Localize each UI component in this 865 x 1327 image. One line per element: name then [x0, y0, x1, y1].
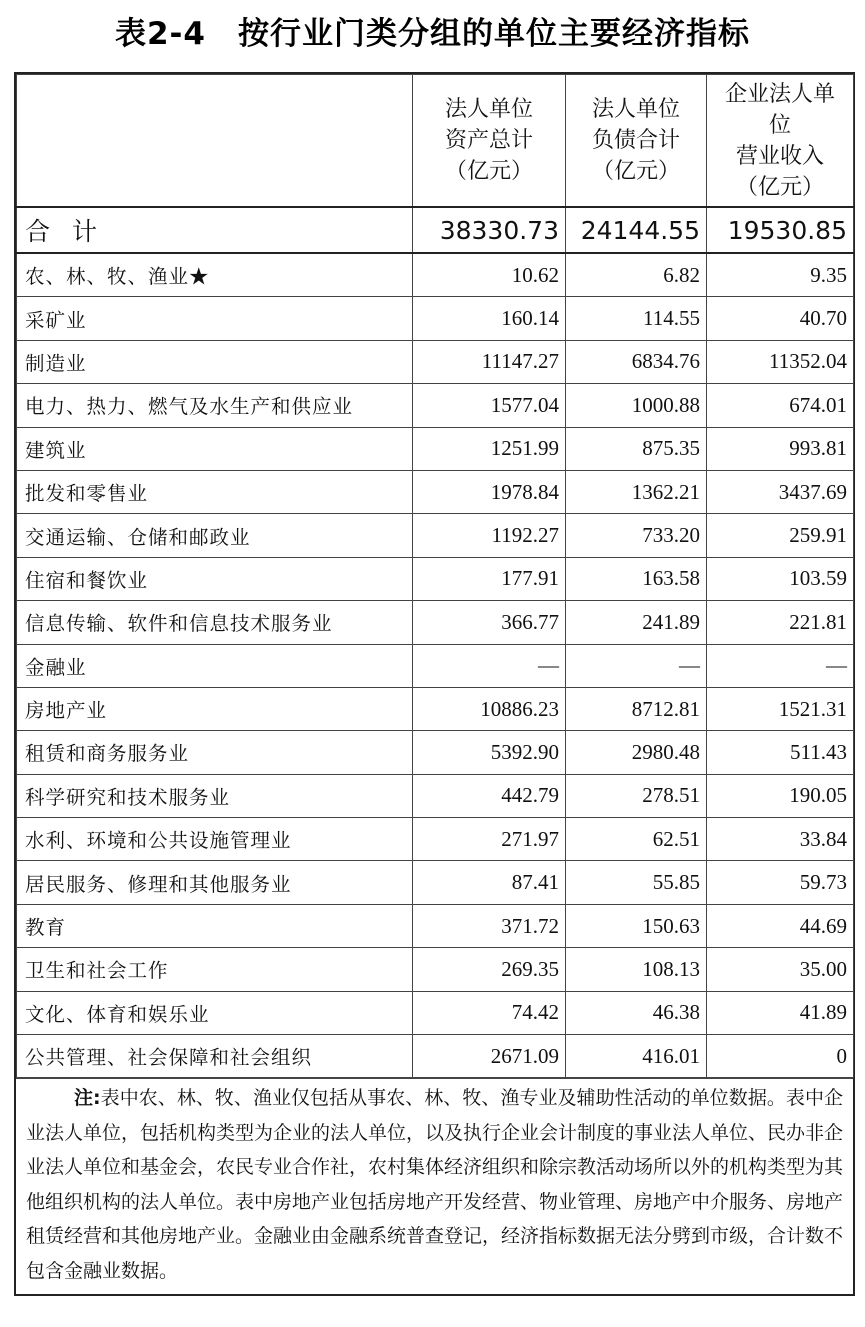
table-row — [17, 384, 854, 427]
revenue-cell: 40.70 — [707, 297, 854, 340]
liabilities-cell: 733.20 — [566, 514, 707, 557]
industry-label-cell: 房地产业 — [17, 687, 413, 730]
table-row — [17, 687, 854, 730]
assets-cell: 1192.27 — [413, 514, 566, 557]
assets-cell: 366.77 — [413, 601, 566, 644]
total-label: 合计 — [17, 207, 413, 253]
industry-label-cell: 农、林、牧、渔业★ — [17, 253, 413, 297]
revenue-cell: 9.35 — [707, 253, 854, 297]
table-row — [17, 644, 854, 687]
total-revenue: 19530.85 — [707, 207, 854, 253]
header-industry-cell — [17, 75, 413, 208]
industry-label-cell: 制造业 — [17, 340, 413, 383]
header-assets-label: 法人单位 资产总计 （亿元） — [444, 97, 533, 184]
liabilities-cell: 8712.81 — [566, 687, 707, 730]
industry-label-cell: 教育 — [17, 904, 413, 947]
assets-cell: 10886.23 — [413, 687, 566, 730]
assets-cell: 5392.90 — [413, 731, 566, 774]
liabilities-cell: 163.58 — [566, 557, 707, 600]
table-row — [17, 904, 854, 947]
table-row — [17, 253, 854, 297]
assets-cell: 269.35 — [413, 948, 566, 991]
revenue-cell: 103.59 — [707, 557, 854, 600]
revenue-cell: 221.81 — [707, 601, 854, 644]
table-row — [17, 297, 854, 340]
industry-label-cell: 批发和零售业 — [17, 470, 413, 513]
revenue-cell: 259.91 — [707, 514, 854, 557]
liabilities-cell: 108.13 — [566, 948, 707, 991]
table-row — [17, 557, 854, 600]
header-liabilities-label: 法人单位 负债合计 （亿元） — [591, 97, 680, 184]
assets-cell: 442.79 — [413, 774, 566, 817]
assets-cell: 177.91 — [413, 557, 566, 600]
liabilities-cell: 2980.48 — [566, 731, 707, 774]
industry-label-cell: 文化、体育和娱乐业 — [17, 991, 413, 1034]
header-liabilities-cell — [566, 75, 707, 208]
table-row — [17, 601, 854, 644]
assets-cell: 74.42 — [413, 991, 566, 1034]
revenue-cell: 674.01 — [707, 384, 854, 427]
revenue-cell: 11352.04 — [707, 340, 854, 383]
liabilities-cell: 46.38 — [566, 991, 707, 1034]
revenue-cell: 3437.69 — [707, 470, 854, 513]
table-footnote — [16, 1078, 853, 1294]
liabilities-cell: 62.51 — [566, 818, 707, 861]
revenue-cell: 190.05 — [707, 774, 854, 817]
industry-label-cell: 租赁和商务服务业 — [17, 731, 413, 774]
revenue-cell: 1521.31 — [707, 687, 854, 730]
table-row — [17, 427, 854, 470]
liabilities-cell: 55.85 — [566, 861, 707, 904]
industry-label-cell: 金融业 — [17, 644, 413, 687]
industry-label-cell: 公共管理、社会保障和社会组织 — [17, 1035, 413, 1078]
data-table-frame — [14, 72, 855, 1296]
assets-cell: 2671.09 — [413, 1035, 566, 1078]
industry-label-cell: 卫生和社会工作 — [17, 948, 413, 991]
revenue-cell: 41.89 — [707, 991, 854, 1034]
liabilities-cell: 241.89 — [566, 601, 707, 644]
header-revenue-cell — [707, 75, 854, 208]
liabilities-cell: 114.55 — [566, 297, 707, 340]
liabilities-cell: 6834.76 — [566, 340, 707, 383]
table-row — [17, 340, 854, 383]
revenue-cell: 33.84 — [707, 818, 854, 861]
revenue-cell: 35.00 — [707, 948, 854, 991]
industry-label-cell: 科学研究和技术服务业 — [17, 774, 413, 817]
economic-indicators-table — [16, 74, 854, 1078]
table-title: 表2-4 按行业门类分组的单位主要经济指标 — [114, 16, 750, 52]
table-row — [17, 991, 854, 1034]
assets-cell: 371.72 — [413, 904, 566, 947]
assets-cell: 1978.84 — [413, 470, 566, 513]
table-row — [17, 1035, 854, 1078]
industry-label-cell: 住宿和餐饮业 — [17, 557, 413, 600]
industry-label-cell: 电力、热力、燃气及水生产和供应业 — [17, 384, 413, 427]
revenue-cell: 511.43 — [707, 731, 854, 774]
liabilities-cell: 1000.88 — [566, 384, 707, 427]
table-row — [17, 774, 854, 817]
assets-cell: 87.41 — [413, 861, 566, 904]
table-row — [17, 818, 854, 861]
header-row — [17, 75, 854, 208]
table-row — [17, 861, 854, 904]
table-row — [17, 948, 854, 991]
assets-cell: 271.97 — [413, 818, 566, 861]
assets-cell: — — [413, 644, 566, 687]
industry-label-cell: 交通运输、仓储和邮政业 — [17, 514, 413, 557]
table-row — [17, 731, 854, 774]
assets-cell: 160.14 — [413, 297, 566, 340]
liabilities-cell: — — [566, 644, 707, 687]
header-revenue-label: 企业法人单 位 营业收入 （亿元） — [724, 81, 835, 200]
liabilities-cell: 1362.21 — [566, 470, 707, 513]
note-text: 表中农、林、牧、渔业仅包括从事农、林、牧、渔专业及辅助性活动的单位数据。表中企业法人单位，包括机构类型为企业的法人单位，以及执行企业会计制度的事业法人单位、民办非企业法人单位和基金会，农民专业合作社，农村集体经济组织和除宗教活动场所以外的机构类型为其他组织机构的法人单位。表中房地产业包括房地产开发经营、物业管理、房地产中介服务、房地产租赁经营和其他房地产业。金融业由金融系统普查登记，经济指标数据无法分劈到市级，合计数不包含金融业数据。 — [26, 1087, 844, 1282]
header-assets-cell — [413, 75, 566, 208]
total-liabilities: 24144.55 — [566, 207, 707, 253]
note-label: 注: — [74, 1087, 101, 1110]
table-row — [17, 470, 854, 513]
industry-label-cell: 建筑业 — [17, 427, 413, 470]
industry-label-cell: 信息传输、软件和信息技术服务业 — [17, 601, 413, 644]
liabilities-cell: 875.35 — [566, 427, 707, 470]
liabilities-cell: 150.63 — [566, 904, 707, 947]
industry-label-cell: 水利、环境和公共设施管理业 — [17, 818, 413, 861]
revenue-cell: 0 — [707, 1035, 854, 1078]
liabilities-cell: 278.51 — [566, 774, 707, 817]
industry-label-cell: 采矿业 — [17, 297, 413, 340]
revenue-cell: 44.69 — [707, 904, 854, 947]
total-assets: 38330.73 — [413, 207, 566, 253]
revenue-cell: — — [707, 644, 854, 687]
assets-cell: 10.62 — [413, 253, 566, 297]
table-row — [17, 514, 854, 557]
liabilities-cell: 6.82 — [566, 253, 707, 297]
total-row — [17, 207, 854, 253]
assets-cell: 11147.27 — [413, 340, 566, 383]
revenue-cell: 59.73 — [707, 861, 854, 904]
assets-cell: 1251.99 — [413, 427, 566, 470]
industry-label-cell: 居民服务、修理和其他服务业 — [17, 861, 413, 904]
revenue-cell: 993.81 — [707, 427, 854, 470]
assets-cell: 1577.04 — [413, 384, 566, 427]
liabilities-cell: 416.01 — [566, 1035, 707, 1078]
